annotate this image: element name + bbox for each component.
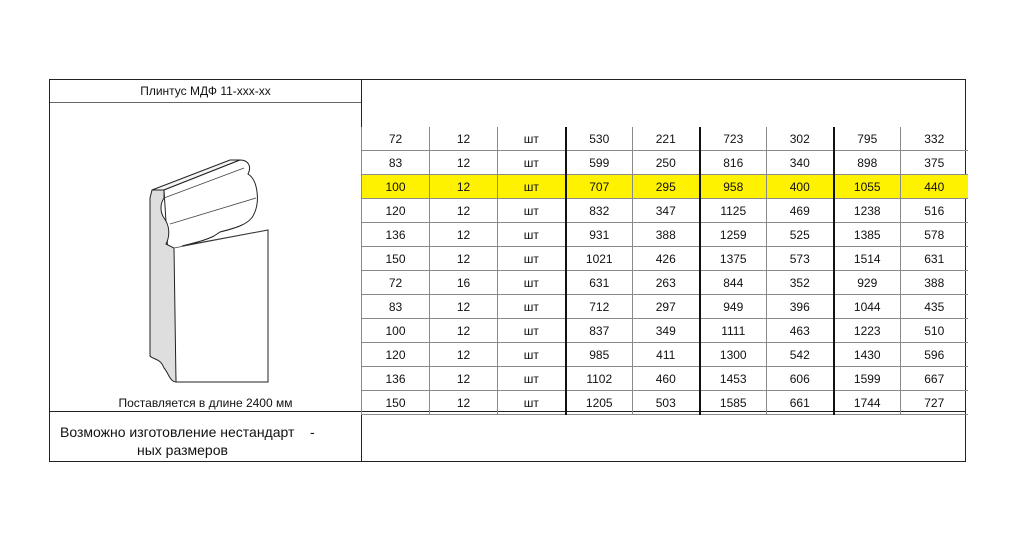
cell-price-a: 530 (566, 127, 633, 151)
cell-thickness: 12 (430, 223, 498, 247)
custom-size-note (50, 411, 361, 463)
table-row (362, 223, 968, 247)
cell-price-a: 712 (566, 295, 633, 319)
cell-height: 72 (362, 271, 430, 295)
product-title: Плинтус МДФ 11-xxx-xx (50, 80, 361, 103)
cell-price-e: 898 (834, 151, 901, 175)
cell-price-a: 1021 (566, 247, 633, 271)
cell-price-c: 1259 (700, 223, 767, 247)
cell-price-e: 1238 (834, 199, 901, 223)
cell-price-e: 1055 (834, 175, 901, 199)
table-row (362, 247, 968, 271)
cell-height: 100 (362, 175, 430, 199)
cell-price-a: 985 (566, 343, 633, 367)
price-table (361, 127, 968, 415)
cell-price-a: 707 (566, 175, 633, 199)
cell-unit: шт (498, 295, 566, 319)
cell-price-a: 599 (566, 151, 633, 175)
cell-unit: шт (498, 175, 566, 199)
cell-thickness: 12 (430, 295, 498, 319)
table-row (362, 175, 968, 199)
cell-price-f: 440 (901, 175, 968, 199)
cell-unit: шт (498, 319, 566, 343)
cell-price-d: 525 (767, 223, 834, 247)
cell-thickness: 12 (430, 247, 498, 271)
cell-price-d: 661 (767, 391, 834, 415)
cell-thickness: 12 (430, 319, 498, 343)
cell-price-f: 516 (901, 199, 968, 223)
cell-price-d: 340 (767, 151, 834, 175)
cell-price-d: 400 (767, 175, 834, 199)
cell-unit: шт (498, 127, 566, 151)
cell-price-a: 1102 (566, 367, 633, 391)
cell-thickness: 12 (430, 175, 498, 199)
cell-price-b: 426 (633, 247, 700, 271)
cell-height: 136 (362, 367, 430, 391)
cell-price-a: 631 (566, 271, 633, 295)
cell-price-a: 832 (566, 199, 633, 223)
cell-price-b: 297 (633, 295, 700, 319)
cell-price-a: 1205 (566, 391, 633, 415)
table-row (362, 151, 968, 175)
cell-price-a: 837 (566, 319, 633, 343)
cell-price-b: 503 (633, 391, 700, 415)
cell-price-b: 347 (633, 199, 700, 223)
cell-height: 100 (362, 319, 430, 343)
table-row (362, 343, 968, 367)
cell-price-e: 1744 (834, 391, 901, 415)
cell-thickness: 12 (430, 343, 498, 367)
cell-price-f: 388 (901, 271, 968, 295)
cell-price-c: 958 (700, 175, 767, 199)
cell-price-b: 221 (633, 127, 700, 151)
cell-thickness: 12 (430, 151, 498, 175)
cell-price-d: 302 (767, 127, 834, 151)
cell-height: 120 (362, 343, 430, 367)
cell-price-c: 1453 (700, 367, 767, 391)
cell-price-d: 606 (767, 367, 834, 391)
table-row (362, 391, 968, 415)
cell-thickness: 12 (430, 391, 498, 415)
cell-price-f: 435 (901, 295, 968, 319)
price-sheet (49, 79, 966, 462)
length-note: Поставляется в длине 2400 мм (118, 396, 293, 410)
cell-unit: шт (498, 247, 566, 271)
cell-thickness: 16 (430, 271, 498, 295)
cell-price-f: 578 (901, 223, 968, 247)
table-row (362, 367, 968, 391)
table-row (362, 295, 968, 319)
cell-price-d: 542 (767, 343, 834, 367)
cell-unit: шт (498, 367, 566, 391)
cell-height: 136 (362, 223, 430, 247)
cell-price-c: 1585 (700, 391, 767, 415)
cell-thickness: 12 (430, 127, 498, 151)
cell-height: 150 (362, 247, 430, 271)
cell-price-f: 667 (901, 367, 968, 391)
baseboard-profile-drawing (140, 154, 280, 394)
custom-note-line-2: ных размеров (137, 442, 228, 458)
cell-price-f: 332 (901, 127, 968, 151)
cell-price-e: 1044 (834, 295, 901, 319)
cell-unit: шт (498, 271, 566, 295)
cell-price-b: 250 (633, 151, 700, 175)
cell-height: 83 (362, 295, 430, 319)
cell-unit: шт (498, 151, 566, 175)
cell-price-c: 844 (700, 271, 767, 295)
cell-price-d: 573 (767, 247, 834, 271)
cell-price-c: 723 (700, 127, 767, 151)
cell-price-f: 510 (901, 319, 968, 343)
cell-price-b: 388 (633, 223, 700, 247)
cell-price-e: 1430 (834, 343, 901, 367)
cell-unit: шт (498, 391, 566, 415)
cell-price-c: 949 (700, 295, 767, 319)
cell-thickness: 12 (430, 199, 498, 223)
cell-price-e: 1385 (834, 223, 901, 247)
cell-thickness: 12 (430, 367, 498, 391)
cell-price-d: 463 (767, 319, 834, 343)
cell-price-b: 295 (633, 175, 700, 199)
cell-price-c: 1300 (700, 343, 767, 367)
cell-price-d: 396 (767, 295, 834, 319)
cell-price-e: 929 (834, 271, 901, 295)
cell-price-c: 816 (700, 151, 767, 175)
cell-height: 72 (362, 127, 430, 151)
table-row (362, 199, 968, 223)
cell-price-e: 1514 (834, 247, 901, 271)
cell-price-c: 1111 (700, 319, 767, 343)
cell-price-b: 460 (633, 367, 700, 391)
cell-unit: шт (498, 223, 566, 247)
cell-price-b: 411 (633, 343, 700, 367)
cell-price-e: 1599 (834, 367, 901, 391)
table-row (362, 127, 968, 151)
cell-price-c: 1125 (700, 199, 767, 223)
cell-price-d: 352 (767, 271, 834, 295)
cell-height: 150 (362, 391, 430, 415)
cell-price-b: 349 (633, 319, 700, 343)
cell-unit: шт (498, 343, 566, 367)
cell-price-e: 795 (834, 127, 901, 151)
cell-price-c: 1375 (700, 247, 767, 271)
cell-price-f: 596 (901, 343, 968, 367)
cell-price-f: 727 (901, 391, 968, 415)
cell-height: 83 (362, 151, 430, 175)
cell-price-b: 263 (633, 271, 700, 295)
table-row (362, 271, 968, 295)
cell-price-e: 1223 (834, 319, 901, 343)
cell-height: 120 (362, 199, 430, 223)
cell-price-f: 631 (901, 247, 968, 271)
custom-note-line-1: Возможно изготовление нестандарт - (60, 424, 315, 440)
product-panel (50, 80, 362, 461)
cell-price-d: 469 (767, 199, 834, 223)
cell-price-a: 931 (566, 223, 633, 247)
cell-price-f: 375 (901, 151, 968, 175)
table-row (362, 319, 968, 343)
cell-unit: шт (498, 199, 566, 223)
